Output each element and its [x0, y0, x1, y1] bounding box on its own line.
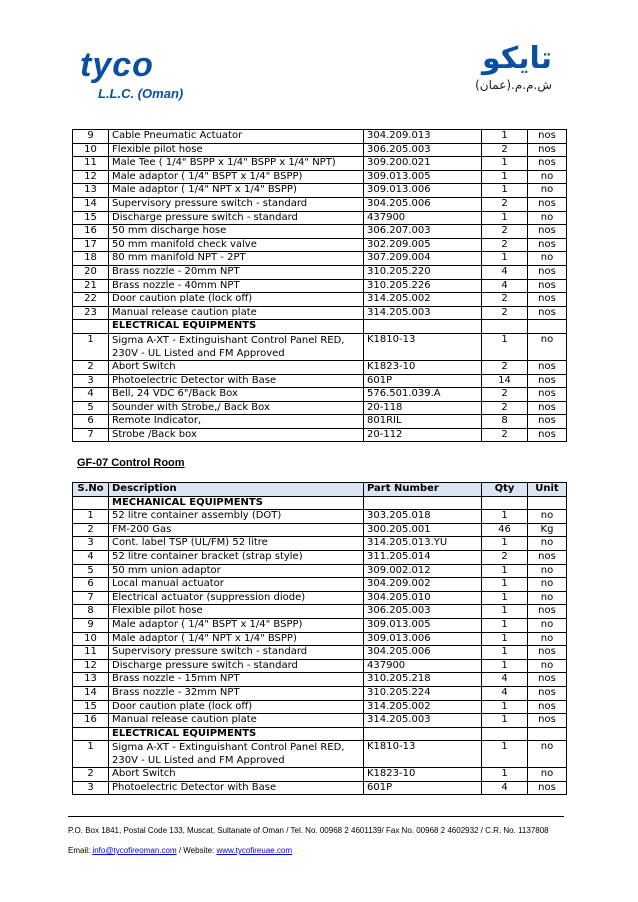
row-qty: 4: [482, 781, 528, 795]
row-part-number: 310.205.224: [364, 686, 482, 700]
row-part-number: 314.205.003: [364, 306, 482, 320]
row-qty: 2: [482, 360, 528, 374]
row-description: Manual release caution plate: [109, 714, 364, 728]
table-row: [73, 130, 567, 144]
row-qty: 14: [482, 374, 528, 388]
row-description: Brass nozzle - 15mm NPT: [109, 673, 364, 687]
row-qty: 2: [482, 238, 528, 252]
row-part-number: 304.209.002: [364, 578, 482, 592]
row-part-number: 310.205.226: [364, 279, 482, 293]
row-qty: 1: [482, 578, 528, 592]
control-room-equipment-table: [72, 482, 567, 795]
footer-divider: [68, 816, 564, 817]
row-unit: nos: [528, 686, 567, 700]
row-number: 21: [73, 279, 109, 293]
row-unit: Kg: [528, 523, 567, 537]
row-description: Photoelectric Detector with Base: [109, 781, 364, 795]
row-part-number: 300.205.001: [364, 523, 482, 537]
row-unit: nos: [528, 700, 567, 714]
row-qty: 4: [482, 686, 528, 700]
row-description: Abort Switch: [109, 768, 364, 782]
row-number: 6: [73, 415, 109, 429]
row-unit: nos: [528, 197, 567, 211]
row-description: Brass nozzle - 32mm NPT: [109, 686, 364, 700]
row-description: Supervisory pressure switch - standard: [109, 197, 364, 211]
row-unit: no: [528, 252, 567, 266]
row-description: Discharge pressure switch - standard: [109, 211, 364, 225]
logo-company-arabic: ش.م.م.(عمان): [475, 78, 552, 92]
section-heading: ELECTRICAL EQUIPMENTS: [109, 727, 364, 741]
table-row: [73, 550, 567, 564]
table-row: [73, 265, 567, 279]
row-number: 1: [73, 510, 109, 524]
table-row: [73, 510, 567, 524]
row-number: 6: [73, 578, 109, 592]
row-number: 3: [73, 781, 109, 795]
row-description: Door caution plate (lock off): [109, 700, 364, 714]
table-row: [73, 618, 567, 632]
table-header-row: [73, 483, 567, 497]
row-part-number: 20-118: [364, 401, 482, 415]
row-number: 2: [73, 768, 109, 782]
logo-company: L.L.C. (Oman): [98, 86, 184, 101]
row-number: 15: [73, 211, 109, 225]
row-description: Male adaptor ( 1/4" NPT x 1/4" BSPP): [109, 184, 364, 198]
row-unit: no: [528, 184, 567, 198]
row-number: 9: [73, 130, 109, 144]
row-number: 16: [73, 225, 109, 239]
row-description: Brass nozzle - 40mm NPT: [109, 279, 364, 293]
row-part-number: 437900: [364, 211, 482, 225]
row-unit: nos: [528, 781, 567, 795]
row-qty: 1: [482, 252, 528, 266]
row-number: 13: [73, 673, 109, 687]
row-unit: no: [528, 333, 567, 360]
empty-cell: [364, 496, 482, 510]
empty-cell: [364, 320, 482, 334]
row-description: Male adaptor ( 1/4" NPT x 1/4" BSPP): [109, 632, 364, 646]
row-number: 11: [73, 646, 109, 660]
section-row: [73, 727, 567, 741]
row-part-number: 314.205.003: [364, 714, 482, 728]
row-part-number: 304.205.010: [364, 591, 482, 605]
row-description: Abort Switch: [109, 360, 364, 374]
row-qty: 46: [482, 523, 528, 537]
row-number: 4: [73, 388, 109, 402]
row-number: 13: [73, 184, 109, 198]
row-qty: 2: [482, 428, 528, 442]
section-heading: ELECTRICAL EQUIPMENTS: [109, 320, 364, 334]
table-row: [73, 333, 567, 360]
table-row: [73, 523, 567, 537]
row-number: 5: [73, 564, 109, 578]
row-number: 1: [73, 741, 109, 768]
row-qty: 1: [482, 646, 528, 660]
empty-cell: [73, 496, 109, 510]
row-part-number: 437900: [364, 659, 482, 673]
row-description: Brass nozzle - 20mm NPT: [109, 265, 364, 279]
row-qty: 1: [482, 700, 528, 714]
table-row: [73, 170, 567, 184]
row-description: 50 mm union adaptor: [109, 564, 364, 578]
table-row: [73, 591, 567, 605]
table-row: [73, 646, 567, 660]
row-description: 50 mm discharge hose: [109, 225, 364, 239]
row-description: Sigma A-XT - Extinguishant Control Panel RED, 230V - UL Listed and FM Approved: [109, 741, 364, 768]
row-unit: nos: [528, 550, 567, 564]
row-part-number: 314.205.013.YU: [364, 537, 482, 551]
row-unit: no: [528, 591, 567, 605]
row-description: Manual release caution plate: [109, 306, 364, 320]
header-sno: S.No: [73, 483, 109, 497]
row-description: Flexible pilot hose: [109, 143, 364, 157]
table-row: [73, 632, 567, 646]
row-part-number: 310.205.218: [364, 673, 482, 687]
table-row: [73, 578, 567, 592]
row-part-number: 601P: [364, 781, 482, 795]
row-qty: 1: [482, 170, 528, 184]
row-unit: nos: [528, 306, 567, 320]
row-part-number: 309.013.005: [364, 170, 482, 184]
row-part-number: 304.205.006: [364, 646, 482, 660]
row-qty: 1: [482, 714, 528, 728]
table-row: [73, 157, 567, 171]
row-unit: nos: [528, 374, 567, 388]
row-number: 3: [73, 537, 109, 551]
row-part-number: 307.209.004: [364, 252, 482, 266]
table-row: [73, 252, 567, 266]
row-number: 15: [73, 700, 109, 714]
row-part-number: 302.209.005: [364, 238, 482, 252]
row-description: Sounder with Strobe,/ Back Box: [109, 401, 364, 415]
row-unit: no: [528, 741, 567, 768]
row-unit: nos: [528, 225, 567, 239]
row-number: 23: [73, 306, 109, 320]
row-number: 2: [73, 360, 109, 374]
table-row: [73, 279, 567, 293]
equipment-table-continued: [72, 129, 567, 442]
row-part-number: 304.205.006: [364, 197, 482, 211]
row-unit: no: [528, 578, 567, 592]
email-link[interactable]: info@tycofireoman.com: [92, 846, 177, 855]
row-number: 18: [73, 252, 109, 266]
row-number: 7: [73, 591, 109, 605]
row-number: 9: [73, 618, 109, 632]
row-unit: nos: [528, 265, 567, 279]
row-unit: nos: [528, 293, 567, 307]
row-part-number: 306.207.003: [364, 225, 482, 239]
table-row: [73, 374, 567, 388]
row-description: 50 mm manifold check valve: [109, 238, 364, 252]
row-qty: 2: [482, 388, 528, 402]
row-number: 20: [73, 265, 109, 279]
row-part-number: K1823-10: [364, 768, 482, 782]
table-row: [73, 700, 567, 714]
section-row: [73, 496, 567, 510]
row-qty: 1: [482, 618, 528, 632]
table-row: [73, 238, 567, 252]
row-number: 22: [73, 293, 109, 307]
table-row: [73, 225, 567, 239]
table-row: [73, 781, 567, 795]
tyco-arabic-logo: [475, 42, 552, 92]
row-description: 52 litre container bracket (strap style): [109, 550, 364, 564]
row-part-number: 306.205.003: [364, 143, 482, 157]
row-qty: 1: [482, 130, 528, 144]
row-qty: 2: [482, 306, 528, 320]
table-row: [73, 415, 567, 429]
empty-cell: [73, 727, 109, 741]
row-part-number: 601P: [364, 374, 482, 388]
row-description: Male Tee ( 1/4" BSPP x 1/4" BSPP x 1/4" NPT): [109, 157, 364, 171]
table-row: [73, 741, 567, 768]
row-unit: nos: [528, 428, 567, 442]
tyco-logo: [80, 48, 183, 101]
row-description: Local manual actuator: [109, 578, 364, 592]
table-row: [73, 428, 567, 442]
row-description: Electrical actuator (suppression diode): [109, 591, 364, 605]
table-row: [73, 293, 567, 307]
row-unit: no: [528, 537, 567, 551]
row-qty: 1: [482, 564, 528, 578]
row-unit: no: [528, 618, 567, 632]
row-number: 3: [73, 374, 109, 388]
table-row: [73, 537, 567, 551]
row-qty: 1: [482, 211, 528, 225]
row-qty: 1: [482, 157, 528, 171]
empty-cell: [482, 727, 528, 741]
row-qty: 2: [482, 293, 528, 307]
row-qty: 1: [482, 632, 528, 646]
row-part-number: K1810-13: [364, 741, 482, 768]
row-description: Photoelectric Detector with Base: [109, 374, 364, 388]
row-unit: nos: [528, 130, 567, 144]
table-row: [73, 360, 567, 374]
empty-cell: [73, 320, 109, 334]
row-unit: nos: [528, 238, 567, 252]
table-row: [73, 143, 567, 157]
row-unit: nos: [528, 388, 567, 402]
row-unit: no: [528, 632, 567, 646]
row-description: Cont. label TSP (UL/FM) 52 litre: [109, 537, 364, 551]
row-description: Discharge pressure switch - standard: [109, 659, 364, 673]
row-unit: nos: [528, 415, 567, 429]
table-row: [73, 401, 567, 415]
row-part-number: 576.501.039.A: [364, 388, 482, 402]
section-heading: MECHANICAL EQUIPMENTS: [109, 496, 364, 510]
row-unit: no: [528, 170, 567, 184]
row-number: 16: [73, 714, 109, 728]
row-qty: 1: [482, 741, 528, 768]
table-row: [73, 673, 567, 687]
row-part-number: 20-112: [364, 428, 482, 442]
row-number: 8: [73, 605, 109, 619]
row-unit: nos: [528, 605, 567, 619]
row-number: 5: [73, 401, 109, 415]
row-part-number: 801RIL: [364, 415, 482, 429]
row-number: 10: [73, 143, 109, 157]
empty-cell: [482, 320, 528, 334]
row-description: 52 litre container assembly (DOT): [109, 510, 364, 524]
table-row: [73, 564, 567, 578]
row-part-number: K1823-10: [364, 360, 482, 374]
table-row: [73, 184, 567, 198]
row-qty: 1: [482, 659, 528, 673]
row-unit: nos: [528, 714, 567, 728]
row-number: 10: [73, 632, 109, 646]
row-number: 2: [73, 523, 109, 537]
section-title: GF-07 Control Room: [77, 457, 185, 469]
row-description: 80 mm manifold NPT - 2PT: [109, 252, 364, 266]
row-unit: nos: [528, 157, 567, 171]
row-unit: no: [528, 510, 567, 524]
table-row: [73, 686, 567, 700]
row-number: 11: [73, 157, 109, 171]
row-qty: 2: [482, 143, 528, 157]
email-label: Email:: [68, 846, 93, 855]
row-qty: 1: [482, 591, 528, 605]
footer-address: P.O. Box 1841, Postal Code 133, Muscat, Sultanate of Oman / Tel. No. 00968 2 4601139/ Fax No. 00968 2 4602932 / C.R. No. 1137808: [68, 826, 549, 835]
table-row: [73, 714, 567, 728]
row-unit: nos: [528, 401, 567, 415]
table-row: [73, 211, 567, 225]
row-qty: 1: [482, 537, 528, 551]
row-qty: 8: [482, 415, 528, 429]
logo-brand-arabic: تايكو: [481, 41, 552, 76]
row-unit: no: [528, 659, 567, 673]
table-row: [73, 306, 567, 320]
header-part-number: Part Number: [364, 483, 482, 497]
row-unit: no: [528, 768, 567, 782]
row-unit: nos: [528, 360, 567, 374]
table-row: [73, 659, 567, 673]
row-description: Supervisory pressure switch - standard: [109, 646, 364, 660]
row-qty: 4: [482, 279, 528, 293]
row-qty: 2: [482, 225, 528, 239]
row-part-number: 314.205.002: [364, 293, 482, 307]
row-qty: 1: [482, 184, 528, 198]
row-qty: 2: [482, 550, 528, 564]
row-qty: 4: [482, 265, 528, 279]
empty-cell: [482, 496, 528, 510]
row-number: 7: [73, 428, 109, 442]
row-part-number: K1810-13: [364, 333, 482, 360]
row-qty: 1: [482, 768, 528, 782]
row-number: 17: [73, 238, 109, 252]
empty-cell: [364, 727, 482, 741]
row-part-number: 310.205.220: [364, 265, 482, 279]
row-description: Male adaptor ( 1/4" BSPT x 1/4" BSPP): [109, 170, 364, 184]
header-qty: Qty: [482, 483, 528, 497]
row-part-number: 309.002.012: [364, 564, 482, 578]
header-description: Description: [109, 483, 364, 497]
row-description: Bell, 24 VDC 6"/Back Box: [109, 388, 364, 402]
table-row: [73, 197, 567, 211]
row-qty: 2: [482, 401, 528, 415]
row-description: Sigma A-XT - Extinguishant Control Panel RED, 230V - UL Listed and FM Approved: [109, 333, 364, 360]
row-number: 14: [73, 197, 109, 211]
empty-cell: [528, 727, 567, 741]
row-unit: nos: [528, 673, 567, 687]
row-qty: 2: [482, 197, 528, 211]
row-part-number: 306.205.003: [364, 605, 482, 619]
row-qty: 1: [482, 510, 528, 524]
row-part-number: 309.200.021: [364, 157, 482, 171]
logo-brand: tyco: [80, 46, 154, 84]
row-qty: 1: [482, 333, 528, 360]
row-description: Flexible pilot hose: [109, 605, 364, 619]
row-number: 12: [73, 659, 109, 673]
header-unit: Unit: [528, 483, 567, 497]
row-part-number: 311.205.014: [364, 550, 482, 564]
row-unit: no: [528, 564, 567, 578]
row-description: Remote Indicator,: [109, 415, 364, 429]
website-label: / Website:: [176, 846, 217, 855]
row-description: FM-200 Gas: [109, 523, 364, 537]
row-part-number: 309.013.006: [364, 632, 482, 646]
row-description: Male adaptor ( 1/4" BSPT x 1/4" BSPP): [109, 618, 364, 632]
footer-contact: [68, 846, 292, 855]
row-part-number: 303.205.018: [364, 510, 482, 524]
row-unit: nos: [528, 646, 567, 660]
row-description: Cable Pneumatic Actuator: [109, 130, 364, 144]
row-unit: no: [528, 211, 567, 225]
empty-cell: [528, 496, 567, 510]
row-qty: 4: [482, 673, 528, 687]
row-unit: nos: [528, 143, 567, 157]
table-row: [73, 388, 567, 402]
row-part-number: 309.013.006: [364, 184, 482, 198]
row-number: 1: [73, 333, 109, 360]
empty-cell: [528, 320, 567, 334]
section-row: [73, 320, 567, 334]
row-part-number: 309.013.005: [364, 618, 482, 632]
row-number: 4: [73, 550, 109, 564]
row-unit: nos: [528, 279, 567, 293]
row-description: Door caution plate (lock off): [109, 293, 364, 307]
row-number: 12: [73, 170, 109, 184]
row-part-number: 314.205.002: [364, 700, 482, 714]
row-description: Strobe /Back box: [109, 428, 364, 442]
row-number: 14: [73, 686, 109, 700]
website-link[interactable]: www.tycofireuae.com: [216, 846, 293, 855]
table-row: [73, 768, 567, 782]
row-qty: 1: [482, 605, 528, 619]
table-row: [73, 605, 567, 619]
row-part-number: 304.209.013: [364, 130, 482, 144]
